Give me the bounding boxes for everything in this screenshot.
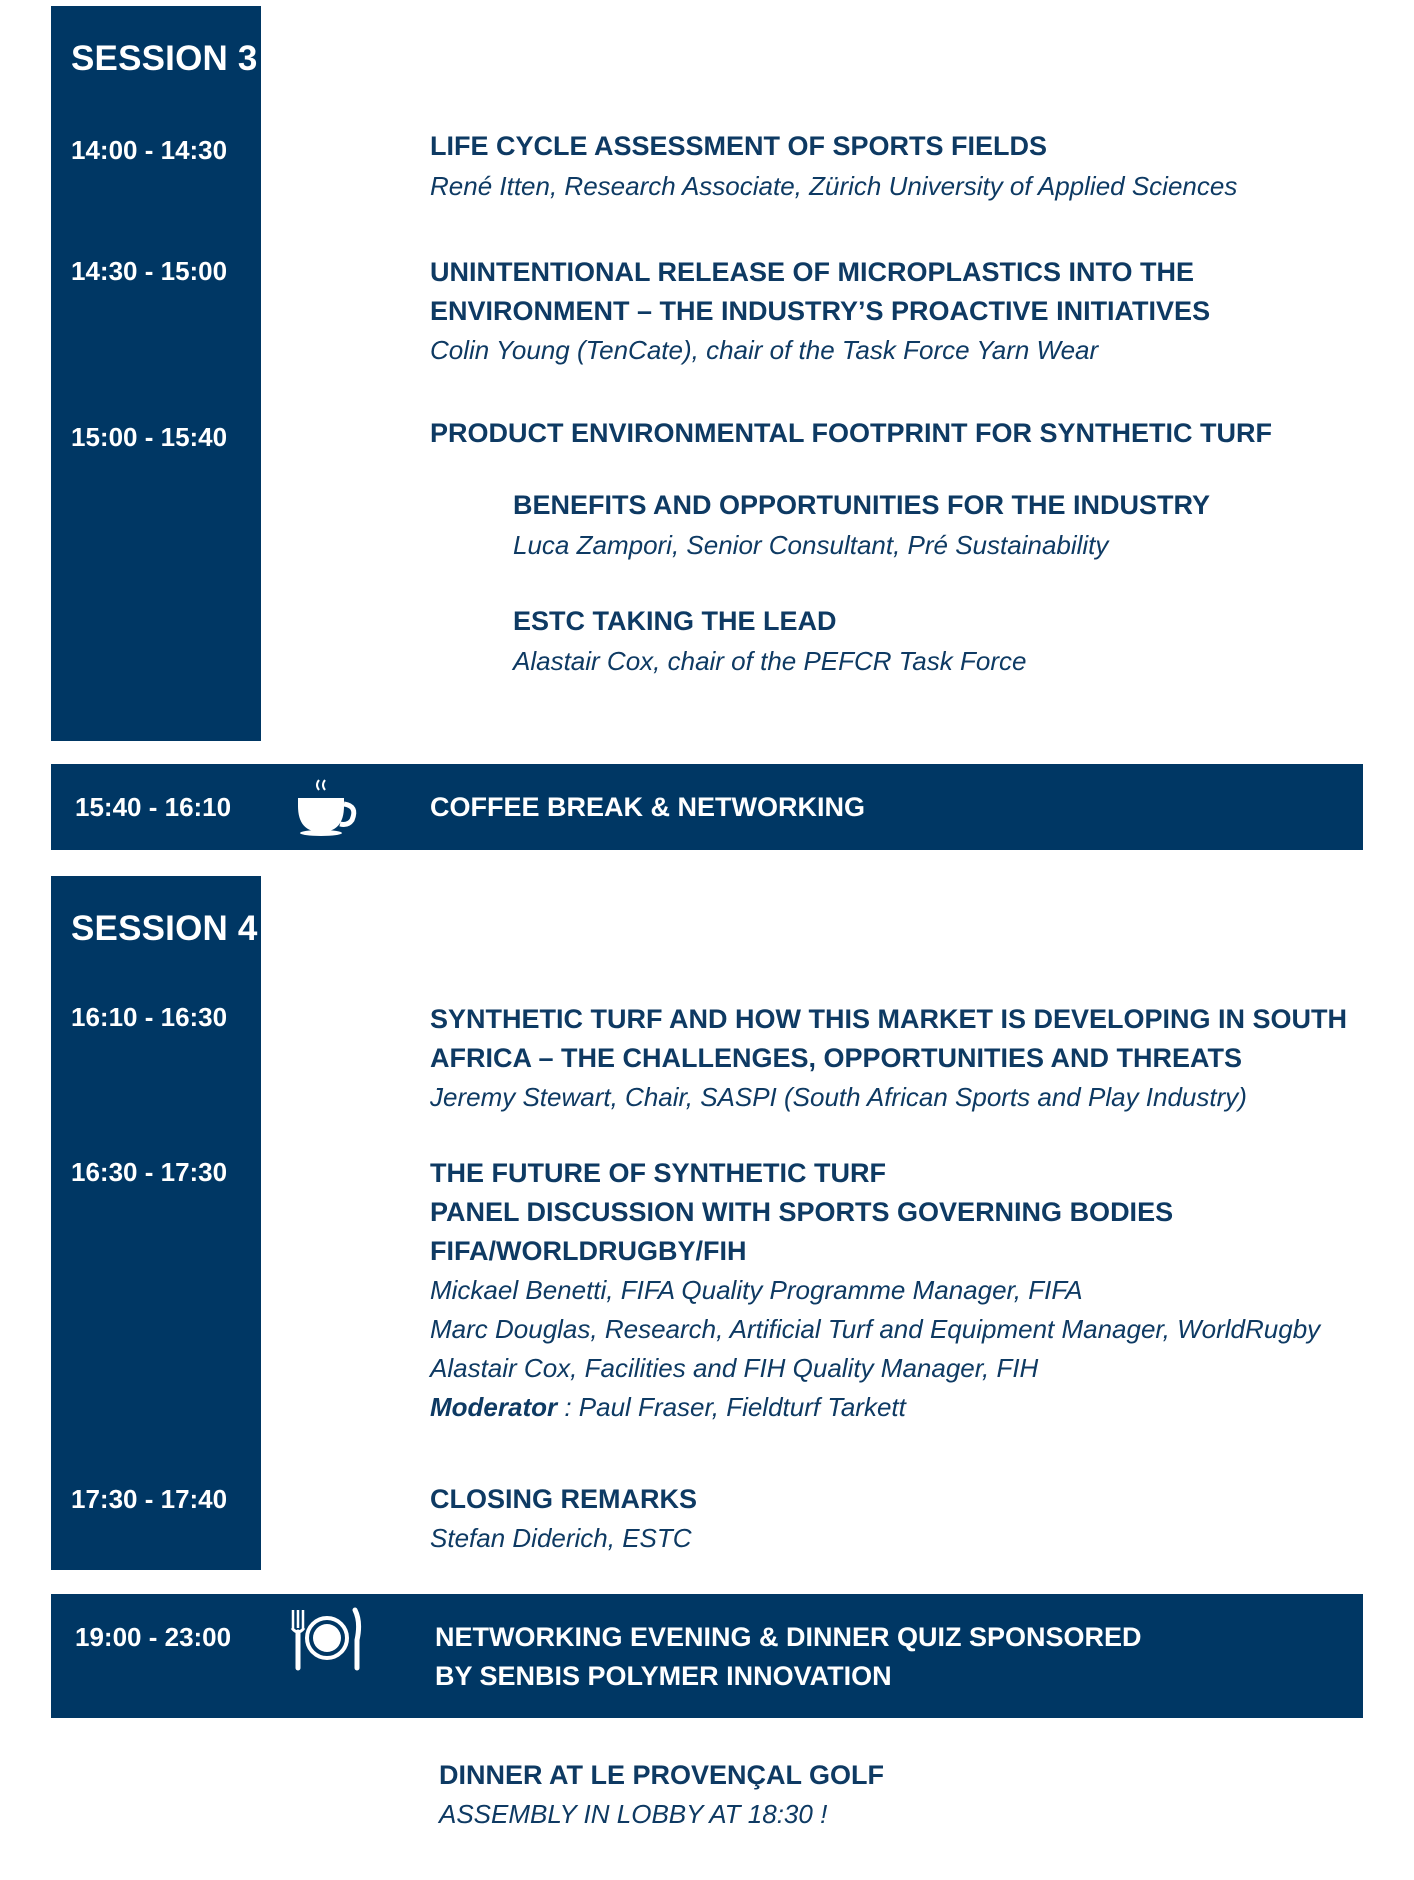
- panel-speaker: Alastair Cox, Facilities and FIH Quality Manager, FIH: [430, 1353, 1039, 1383]
- session-3-panel: [51, 6, 261, 741]
- footer-note: ASSEMBLY IN LOBBY AT 18:30 !: [439, 1799, 828, 1829]
- time-slot: 17:30 - 17:40: [71, 1484, 228, 1514]
- subtalk-speaker: Alastair Cox, chair of the PEFCR Task Force: [513, 646, 1027, 676]
- moderator-line: [430, 1388, 906, 1427]
- talk-title: CLOSING REMARKS: [430, 1484, 698, 1514]
- coffee-cup-icon: [292, 776, 362, 840]
- footer-title: DINNER AT LE PROVENÇAL GOLF: [439, 1760, 885, 1790]
- session-4-panel: [51, 876, 261, 1570]
- subtalk-title: BENEFITS AND OPPORTUNITIES FOR THE INDUSTRY: [513, 490, 1211, 520]
- time-slot: 19:00 - 23:00: [75, 1622, 232, 1652]
- session-4-title: SESSION 4: [71, 909, 258, 948]
- talk-speaker: Stefan Diderich, ESTC: [430, 1523, 692, 1553]
- subtalk-title: ESTC TAKING THE LEAD: [513, 606, 837, 636]
- talk-title: SYNTHETIC TURF AND HOW THIS MARKET IS DEVELOPING IN SOUTH: [430, 1004, 1348, 1034]
- talk-title: UNINTENTIONAL RELEASE OF MICROPLASTICS INTO THE: [430, 257, 1195, 287]
- coffee-break-band: [51, 764, 1363, 850]
- time-slot: 16:10 - 16:30: [71, 1002, 228, 1032]
- dinner-title: NETWORKING EVENING & DINNER QUIZ SPONSORED: [435, 1622, 1142, 1652]
- coffee-break-title: COFFEE BREAK & NETWORKING: [430, 792, 865, 822]
- panel-speaker: Marc Douglas, Research, Artificial Turf and Equipment Manager, WorldRugby: [430, 1314, 1321, 1344]
- time-slot: 14:30 - 15:00: [71, 256, 228, 286]
- talk-title: ENVIRONMENT – THE INDUSTRY’S PROACTIVE INITIATIVES: [430, 296, 1211, 326]
- subtalk-speaker: Luca Zampori, Senior Consultant, Pré Sustainability: [513, 530, 1109, 560]
- talk-title: THE FUTURE OF SYNTHETIC TURF: [430, 1158, 886, 1188]
- time-slot: 16:30 - 17:30: [71, 1157, 228, 1187]
- talk-title: FIFA/WORLDRUGBY/FIH: [430, 1236, 747, 1266]
- plate-cutlery-icon: [285, 1606, 365, 1672]
- talk-title: AFRICA – THE CHALLENGES, OPPORTUNITIES AND THREATS: [430, 1043, 1243, 1073]
- talk-title: PRODUCT ENVIRONMENTAL FOOTPRINT FOR SYNTHETIC TURF: [430, 418, 1272, 448]
- panel-speaker: Mickael Benetti, FIFA Quality Programme Manager, FIFA: [430, 1275, 1083, 1305]
- time-slot: 14:00 - 14:30: [71, 135, 228, 165]
- moderator-value: : Paul Fraser, Fieldturf Tarkett: [557, 1392, 906, 1422]
- session-3-title: SESSION 3: [71, 39, 258, 78]
- time-slot: 15:40 - 16:10: [75, 792, 232, 822]
- moderator-label: Moderator: [430, 1392, 558, 1422]
- talk-speaker: René Itten, Research Associate, Zürich University of Applied Sciences: [430, 171, 1238, 201]
- dinner-band: [51, 1594, 1363, 1718]
- dinner-title: BY SENBIS POLYMER INNOVATION: [435, 1661, 892, 1691]
- time-slot: 15:00 - 15:40: [71, 422, 228, 452]
- talk-speaker: Colin Young (TenCate), chair of the Task Force Yarn Wear: [430, 335, 1099, 365]
- talk-title: LIFE CYCLE ASSESSMENT OF SPORTS FIELDS: [430, 131, 1048, 161]
- talk-speaker: Jeremy Stewart, Chair, SASPI (South African Sports and Play Industry): [430, 1082, 1247, 1112]
- talk-title: PANEL DISCUSSION WITH SPORTS GOVERNING BODIES: [430, 1197, 1174, 1227]
